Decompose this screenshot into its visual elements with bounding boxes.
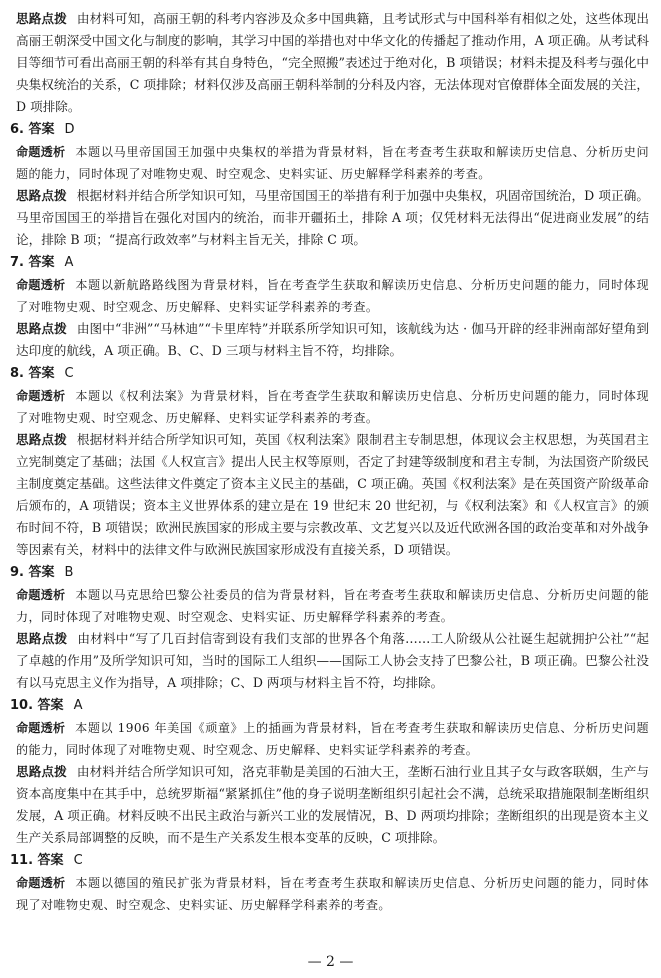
- q9-answer-label: 9. 答案: [10, 565, 55, 580]
- q9-answer-letter: B: [64, 565, 74, 580]
- q6-brief-paragraph: [16, 141, 649, 185]
- q8-brief-text: 本题以《权利法案》为背景材料，旨在考查学生获取和解读历史信息、分析历史问题的能力，同时体现了对唯物史观、时空观念、历史解释、史料实证学科素养的考查。: [16, 389, 649, 425]
- q6-brief-label: 命题透析: [16, 145, 66, 159]
- q11-answer-line: [10, 850, 649, 872]
- q9-idea-text: 由材料中“写了几百封信寄到设有我们支部的世界各个角落……工人阶级从公社诞生起就拥护公社”“起了卓越的作用”及所学知识可知，当时的国际工人组织——国际工人协会支持了巴黎公社，B 项正确。巴黎公社没有以马克思主义作为指导，A 项排除；C、D 两项与材料主旨不符，均排除。: [16, 631, 650, 690]
- q10-idea-paragraph: [16, 761, 649, 849]
- q9-answer-line: [10, 562, 649, 584]
- q11-answer-label: 11. 答案: [10, 853, 64, 868]
- q5-idea-label: 思路点拨: [16, 11, 67, 26]
- page-number: — 2 —: [307, 954, 354, 970]
- q10-brief-label: 命题透析: [16, 721, 66, 735]
- q11-brief-label: 命题透析: [16, 876, 66, 890]
- q6-idea-text: 根据材料并结合所学知识可知，马里帝国国王的举措有利于加强中央集权，巩固帝国统治，D 项正确。马里帝国国王的举措旨在强化对国内的统治，而非开疆拓土，排除 A 项；仅凭材料无法得出“促进商业发展”的结论，排除 B 项；“提高行政效率”与材料主旨无关，排除 C 项。: [16, 188, 650, 247]
- q8-idea-label: 思路点拨: [16, 432, 67, 447]
- q7-idea-label: 思路点拨: [16, 321, 67, 336]
- q6-answer-label: 6. 答案: [10, 122, 55, 137]
- q6-idea-label: 思路点拨: [16, 188, 67, 203]
- q10-brief-paragraph: [16, 717, 649, 761]
- q11-brief-paragraph: [16, 872, 649, 916]
- q8-idea-text: 根据材料并结合所学知识可知，英国《权利法案》限制君主专制思想，体现议会主权思想，为英国君主立宪制奠定了基础；法国《人权宣言》提出人民主权等原则，否定了封建等级制度和君主专制，为法国资产阶级民主制度奠定基础。这些法律文件奠定了资本主义民主的基础，C 项正确。英国《权利法案》是在英国资产阶级革命后颁布的，A 项错误；资本主义世界体系的建立是在 19 世纪末 20 世纪初，与《权利法案》和《人权宣言》的颁布时间不符，B 项错误；欧洲民族国家的形成主要与宗教改革、文艺复兴以及近代欧洲各国的政治变革和对外战争等因素有关，材料中的法律文件与欧洲民族国家形成没有直接关系，D 项错误。: [16, 432, 650, 557]
- q9-brief-label: 命题透析: [16, 588, 66, 602]
- q10-brief-text: 本题以 1906 年美国《顽童》上的插画为背景材料，旨在考查考生获取和解读历史信息、分析历史问题的能力，同时体现了对唯物史观、时空观念、历史解释、史料实证学科素养的考查。: [16, 721, 649, 757]
- q7-idea-text: 由图中“非洲”“马林迪”“卡里库特”并联系所学知识可知，该航线为达 · 伽马开辟的经非洲南部好望角到达印度的航线，A 项正确。B、C、D 三项与材料主旨不符，均排除。: [16, 321, 650, 358]
- q7-brief-paragraph: [16, 274, 649, 318]
- q5-idea-paragraph: [16, 8, 649, 118]
- q7-idea-paragraph: [16, 318, 649, 362]
- q6-idea-paragraph: [16, 185, 649, 251]
- q6-answer-letter: D: [64, 122, 75, 137]
- q10-idea-label: 思路点拨: [16, 764, 67, 779]
- q9-brief-text: 本题以马克思给巴黎公社委员的信为背景材料，旨在考查考生获取和解读历史信息、分析历史问题的能力，同时体现了对唯物史观、时空观念、史料实证、历史解释学科素养的考查。: [16, 588, 649, 624]
- q7-answer-label: 7. 答案: [10, 255, 55, 270]
- q10-idea-text: 由材料并结合所学知识可知，洛克菲勒是美国的石油大王，垄断石油行业且其子女与政客联姻，生产与资本高度集中在其手中，总统罗斯福“紧紧抓住”他的身子说明垄断组织引起社会不满，总统采取措施限制垄断组织发展，A 项正确。材料反映不出民主政治与新兴工业的发展情况，B、D 两项均排除；垄断组织的出现是资本主义生产关系局部调整的反映，而不是生产关系发生根本变革的反映，C 项排除。: [16, 764, 650, 845]
- q7-answer-line: [10, 252, 649, 274]
- q11-brief-text: 本题以德国的殖民扩张为背景材料，旨在考查考生获取和解读历史信息、分析历史问题的能力，同时体现了对唯物史观、时空观念、史料实证、历史解释学科素养的考查。: [16, 876, 649, 912]
- q8-answer-label: 8. 答案: [10, 366, 55, 381]
- q5-idea-text: 由材料可知，高丽王朝的科考内容涉及众多中国典籍，且考试形式与中国科举有相似之处，这些体现出高丽王朝深受中国文化与制度的影响，其学习中国的举措也对中华文化的传播起了推动作用，A 项正确。从考试科目等细节可看出高丽王朝的科举有其自身特色，“完全照搬”表述过于绝对化，B 项错误；材料未提及科考与强化中央集权统治的关系，C 项排除；材料仅涉及高丽王朝科举制的分科及内容，无法体现对官僚群体全面发展的关注，D 项排除。: [16, 11, 650, 114]
- q10-answer-letter: A: [73, 698, 83, 713]
- q6-answer-line: [10, 119, 649, 141]
- q10-answer-label: 10. 答案: [10, 698, 64, 713]
- q6-brief-text: 本题以马里帝国国王加强中央集权的举措为背景材料，旨在考查考生获取和解读历史信息、分析历史问题的能力，同时体现了对唯物史观、时空观念、史料实证、历史解释学科素养的考查。: [16, 145, 649, 181]
- q10-answer-line: [10, 695, 649, 717]
- q8-answer-line: [10, 363, 649, 385]
- q8-idea-paragraph: [16, 429, 649, 561]
- q9-idea-paragraph: [16, 628, 649, 694]
- q11-answer-letter: C: [73, 853, 83, 868]
- q8-brief-paragraph: [16, 385, 649, 429]
- q7-answer-letter: A: [64, 255, 74, 270]
- q8-answer-letter: C: [64, 366, 74, 381]
- q8-brief-label: 命题透析: [16, 389, 66, 403]
- q9-brief-paragraph: [16, 584, 649, 628]
- q7-brief-text: 本题以新航路路线图为背景材料，旨在考查学生获取和解读历史信息、分析历史问题的能力，同时体现了对唯物史观、时空观念、历史解释、史料实证学科素养的考查。: [16, 278, 649, 314]
- q9-idea-label: 思路点拨: [16, 631, 68, 646]
- q7-brief-label: 命题透析: [16, 278, 66, 292]
